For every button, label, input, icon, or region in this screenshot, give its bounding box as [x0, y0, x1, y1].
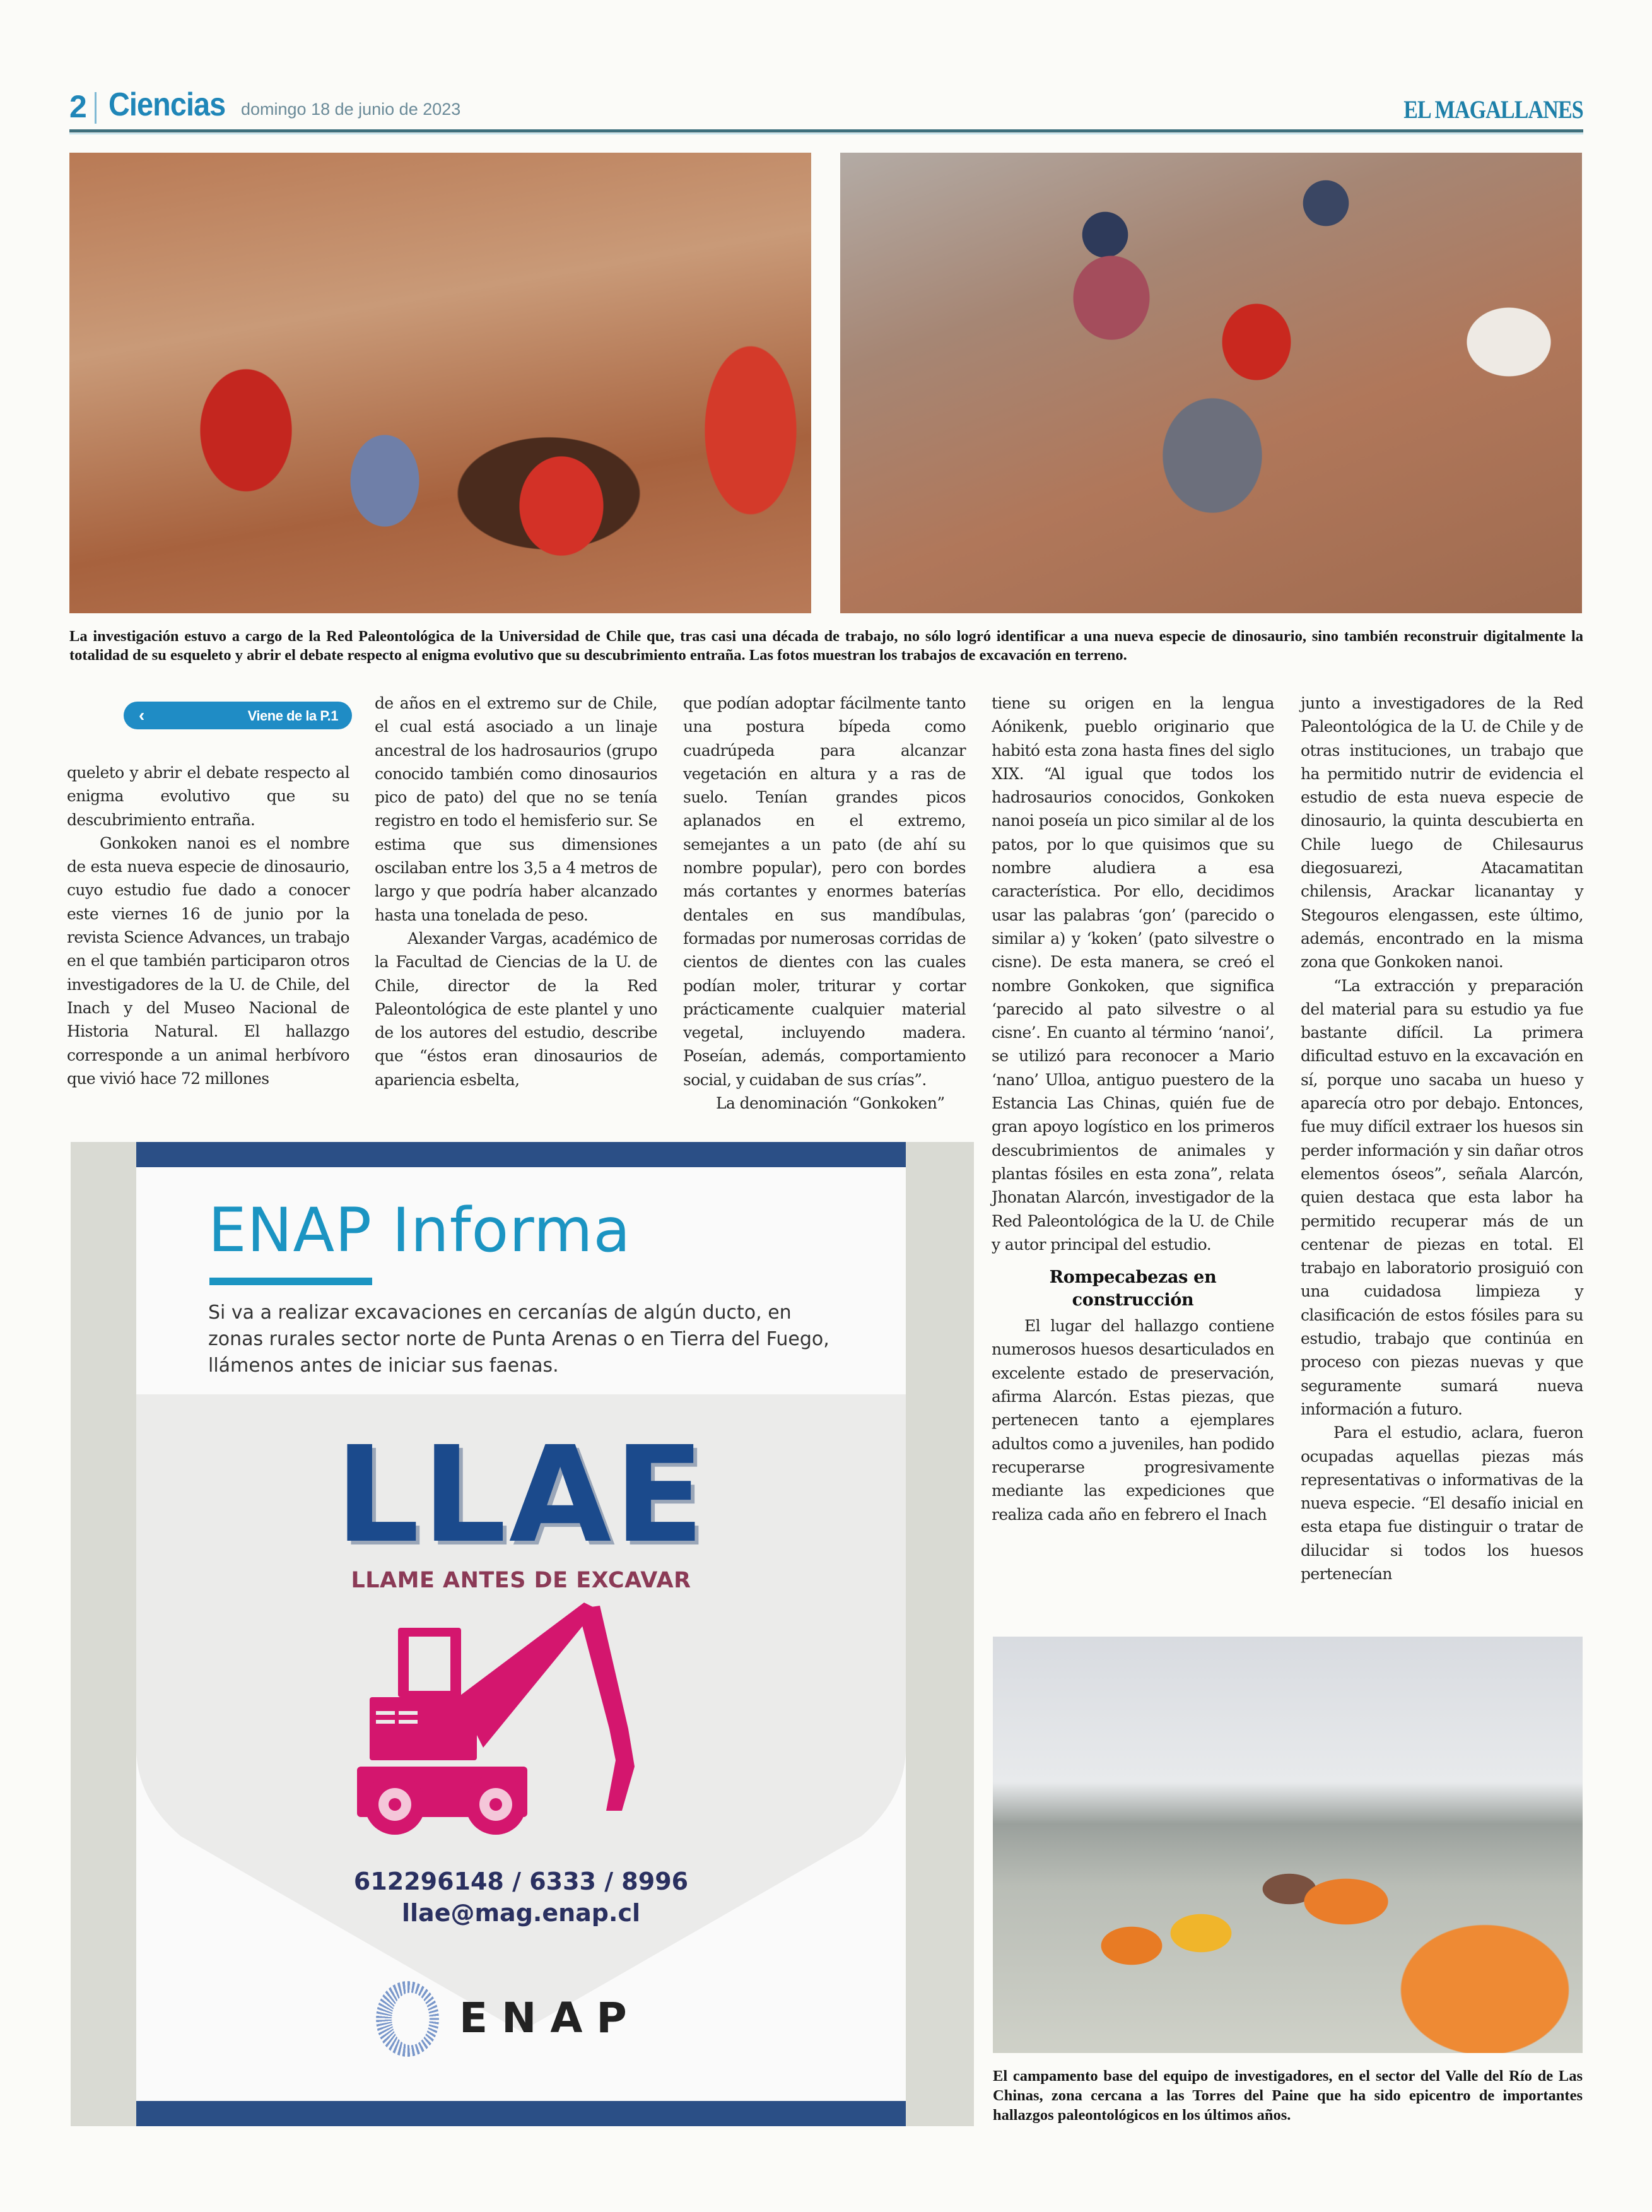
enap-advertisement[interactable]	[71, 1142, 974, 2126]
ad-bottom-bar	[136, 2101, 906, 2126]
enap-ring-icon	[376, 1981, 439, 2057]
paragraph: Para el estudio, aclara, fueron ocupadas aquellas piezas más representativas o informativas de la nueva especie. “El desafío inicial en esta etapa fue distinguir o tratar de dilucidar si todos los huesos pertenecían	[1301, 1423, 1583, 1583]
ad-title-underline	[209, 1278, 372, 1285]
ad-phone-numbers[interactable]: 612296148 / 6333 / 8996	[353, 1868, 689, 1895]
ad-top-bar	[136, 1142, 906, 1167]
article-column-4	[992, 691, 1274, 1526]
paragraph: Gonkoken nanoi es el nombre de esta nueva especie de dinosaurio, cuyo estudio fue dado a conocer este viernes 16 de junio por la revista Science Advances, un trabajo en el que también participaron otros investigadores de la U. de Chile, del Inach y del Museo Nacional de Historia Natural. El hallazgo corresponde a un animal herbívoro que vivió hace 72 millones	[67, 833, 349, 1088]
ad-panel	[136, 1142, 906, 2126]
paragraph: de años en el extremo sur de Chile, el cual está asociado a un linaje ancestral de los hadrosaurios (grupo conocido también como dinosaurios pico de pato) del que no se tenía registro en todo el hemisferio sur. Se estima que sus dimensiones oscilaban entre los 3,5 a 4 metros de largo y que podría haber alcanzado hasta una tonelada de peso.	[375, 694, 657, 924]
paragraph: El lugar del hallazgo contiene numerosos huesos desarticulados en excelente estado de preservación, afirma Alarcón. Estas piezas, que pertenecen tanto a ejemplares adultos como a juveniles, han podido recuperarse progresivamente mediante las expediciones que realiza cada año en febrero el Inach	[992, 1317, 1274, 1524]
excavation-photo-left	[69, 153, 811, 613]
continued-from-label: Viene de la P.1	[247, 708, 338, 724]
paragraph: tiene su origen en la lengua Aónikenk, pueblo originario que habitó esta zona hasta fines del siglo XIX. “Al igual que todos los hadrosaurios conocidos, Gonkoken nanoi poseía un pico similar al de los patos, por lo que quisimos que su nombre aludiera a esa característica. Por ello, decidimos usar las palabras ‘gon’ (parecido o similar a) y ‘koken’ (pato silvestre o cisne). De esta manera, se creó el nombre Gonkoken, que significa ‘parecido al pato silvestre o al cisne’. En cuanto al término ‘nanoi’, se utilizó para reconocer a Mario ‘nano’ Ulloa, antiguo puestero de la Estancia Las Chinas, quién fue de gran apoyo logístico en los primeros descubrimientos de animales y plantas fósiles en esta zona”, relata Jhonatan Alarcón, investigador de la Red Paleontológica de la U. de Chile y autor principal del estudio.	[992, 694, 1274, 1254]
page-header	[69, 88, 1583, 126]
camp-photo-caption: El campamento base del equipo de investigadores, en el sector del Valle del Río de Las Chinas, zona cercana a las Torres del Paine que ha sido epicentro de importantes hallazgos paleontológicos en los últimos años.	[993, 2068, 1583, 2124]
header-rule	[69, 129, 1583, 132]
article-column-5	[1301, 691, 1583, 1585]
enap-wordmark: ENAP	[459, 1994, 641, 2042]
paragraph: que podían adoptar fácilmente tanto una postura bípeda como cuadrúpeda para alcanzar vegetación en altura y a ras de suelo. Tenían grandes picos aplanados en el extremo, semejantes a un pato (de ahí su nombre popular), pero con bordes más cortantes y enormes baterías dentales en sus mandíbulas, formadas por numerosas corridas de cientos de dientes con las cuales podían moler, triturar y cortar prácticamente cualquier material vegetal, incluyendo madera. Poseían, además, comportamiento social, y cuidaban de sus crías”.	[683, 694, 966, 1089]
page-number: 2	[69, 89, 87, 124]
excavator-icon	[357, 1603, 723, 1842]
issue-date: domingo 18 de junio de 2023	[241, 100, 461, 119]
ad-title: ENAP Informa	[208, 1195, 631, 1266]
article-column-2	[375, 691, 657, 1091]
base-camp-photo	[993, 1637, 1583, 2053]
publication-name: EL MAGALLANES	[1403, 95, 1583, 124]
chevron-left-icon: ‹	[139, 705, 145, 725]
llae-logo: LLAE	[335, 1418, 707, 1572]
article-subheading: Rompecabezas en construcción	[1049, 1268, 1217, 1310]
llae-subtitle: LLAME ANTES DE EXCAVAR	[351, 1568, 691, 1593]
article-column-1	[67, 761, 349, 1090]
header-rule-light	[69, 133, 1583, 134]
enap-logo	[376, 1975, 679, 2063]
article-column-3	[683, 691, 966, 1115]
ad-email[interactable]: llae@mag.enap.cl	[402, 1899, 640, 1927]
paragraph: Alexander Vargas, académico de la Facultad de Ciencias de la U. de Chile, director de la Red Paleontológica de este plantel y uno de los autores del estudio, describe que “éstos eran dinosaurios de apariencia esbelta,	[375, 929, 657, 1089]
paragraph: queleto y abrir el debate respecto al enigma evolutivo que su descubrimiento entraña.	[67, 763, 349, 829]
continued-from-badge[interactable]	[124, 702, 352, 729]
top-photo-caption: La investigación estuvo a cargo de la Red Paleontológica de la Universidad de Chile que, tras casi una década de trabajo, no sólo logró identificar a una nueva especie de dinosaurio, sino también reconstruir digitalmente la totalidad de su esqueleto y abrir el debate respecto al enigma evolutivo que su descubrimiento entraña. Las fotos muestran los trabajos de excavación en terreno.	[69, 628, 1583, 664]
header-divider	[95, 92, 97, 124]
ad-body-text: Si va a realizar excavaciones en cercanías de algún ducto, en zonas rurales sector norte de Punta Arenas o en Tierra del Fuego, llámenos antes de iniciar sus faenas.	[208, 1302, 829, 1377]
excavation-photo-right	[840, 153, 1582, 613]
paragraph: “La extracción y preparación del material para su estudio ya fue bastante difícil. La primera dificultad estuvo en la excavación en sí, porque uno sacaba un hueso y aparecía otro por debajo. Entonces, fue muy difícil extraer los huesos sin perder información y sin dañar otros elementos óseos”, señala Alarcón, quien destaca que esta labor ha permitido recuperar más de un centenar de piezas en total. El trabajo en laboratorio prosiguió con una cuidadosa limpieza y clasificación de estos fósiles para su estudio, trabajo que continúa en proceso con piezas nuevas y que seguramente sumará nueva información a futuro.	[1301, 976, 1583, 1418]
section-title: Ciencias	[108, 86, 226, 123]
paragraph: junto a investigadores de la Red Paleontológica de la U. de Chile y de otras instituciones, un trabajo que ha permitido nutrir de evidencia el estudio de esta nueva especie de dinosaurio, la quinta descubierta en Chile luego de Chilesaurus diegosuarezi, Atacamatitan chilensis, Arackar licanantay y Stegouros elengassen, este último, además, encontrado en la misma zona que Gonkoken nanoi.	[1301, 694, 1583, 972]
paragraph: La denominación “Gonkoken”	[716, 1094, 945, 1113]
